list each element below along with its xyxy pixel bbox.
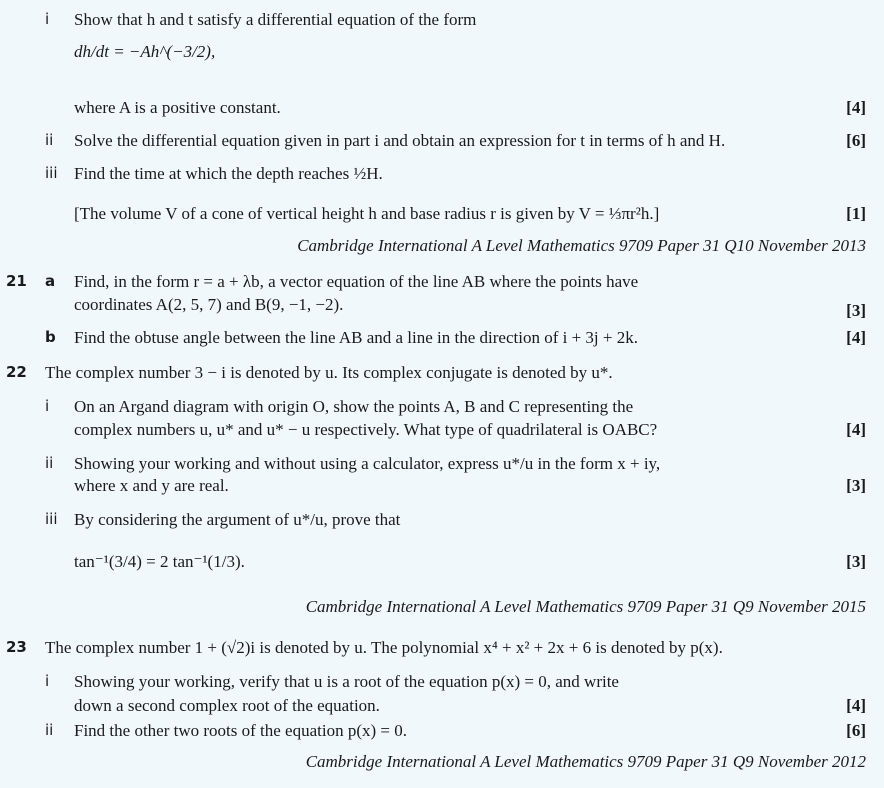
q23-i-text: Showing your working, verify that u is a root of the equation p(x) = 0, and write (74, 672, 619, 691)
q23-stem-text: The complex number 1 + (√2)i is denoted by u. The polynomial x⁴ + x² + 2x + 6 is denoted by p(x). (45, 638, 723, 657)
q22-i-text-2: complex numbers u, u* and u* − u respectively. What type of quadrilateral is OABC? (74, 420, 658, 439)
part-label: i (45, 672, 50, 690)
part-label: iii (45, 164, 58, 182)
mark: [4] (846, 696, 866, 715)
q20-i-text: Show that h and t satisfy a differential equation of the form (74, 10, 477, 29)
part-label: i (45, 10, 50, 28)
source-citation: Cambridge International A Level Mathematics 9709 Paper 31 Q10 November 2013 (297, 236, 866, 255)
part-label: ii (45, 131, 54, 149)
cone-volume-note: [The volume V of a cone of vertical height h and base radius r is given by V = ⅓πr²h.] (74, 204, 660, 223)
question-number: 23 (6, 638, 27, 656)
part-label: ii (45, 454, 54, 472)
part-label: iii (45, 510, 58, 528)
q22-iii-text: By considering the argument of u*/u, prove that (74, 510, 401, 529)
mark: [3] (846, 552, 866, 571)
tan-identity: tan⁻¹(3/4) = 2 tan⁻¹(1/3). (74, 552, 245, 571)
mark: [4] (846, 98, 866, 117)
q20-ii-text: Solve the differential equation given in part i and obtain an expression for t in terms of h and H. (74, 131, 726, 150)
q22-ii-text: Showing your working and without using a calculator, express u*/u in the form x + iy, (74, 454, 661, 473)
mark: [1] (846, 204, 866, 223)
part-label: i (45, 397, 50, 415)
mark: [3] (846, 476, 866, 495)
mark: [6] (846, 131, 866, 150)
mark: [6] (846, 721, 866, 740)
mark: [4] (846, 328, 866, 347)
question-number: 21 (6, 272, 27, 290)
mark: [4] (846, 420, 866, 439)
question-number: 22 (6, 363, 27, 381)
source-citation: Cambridge International A Level Mathematics 9709 Paper 31 Q9 November 2012 (305, 752, 866, 771)
q22-i-text: On an Argand diagram with origin O, show the points A, B and C representing the (74, 397, 634, 416)
q20-iii-text: Find the time at which the depth reaches ½H. (74, 164, 383, 183)
mark: [3] (846, 301, 866, 320)
q23-ii-text: Find the other two roots of the equation p(x) = 0. (74, 721, 408, 740)
part-label: b (45, 328, 56, 346)
differential-equation: dh/dt = −Ah^(−3/2), (74, 42, 216, 61)
source-citation: Cambridge International A Level Mathematics 9709 Paper 31 Q9 November 2015 (305, 597, 866, 616)
part-label: ii (45, 721, 54, 739)
part-label: a (45, 272, 56, 290)
q22-ii-text-2: where x and y are real. (74, 476, 229, 495)
q23-i-text-2: down a second complex root of the equation. (74, 696, 380, 715)
q20-i-text-2: where A is a positive constant. (74, 98, 281, 117)
q21-b-text: Find the obtuse angle between the line AB and a line in the direction of i + 3j + 2k. (74, 328, 638, 347)
q21-a-text: Find, in the form r = a + λb, a vector equation of the line AB where the points have (74, 272, 639, 291)
q21-a-text-2: coordinates A(2, 5, 7) and B(9, −1, −2). (74, 295, 344, 314)
q22-stem-text: The complex number 3 − i is denoted by u. Its complex conjugate is denoted by u*. (45, 363, 613, 382)
